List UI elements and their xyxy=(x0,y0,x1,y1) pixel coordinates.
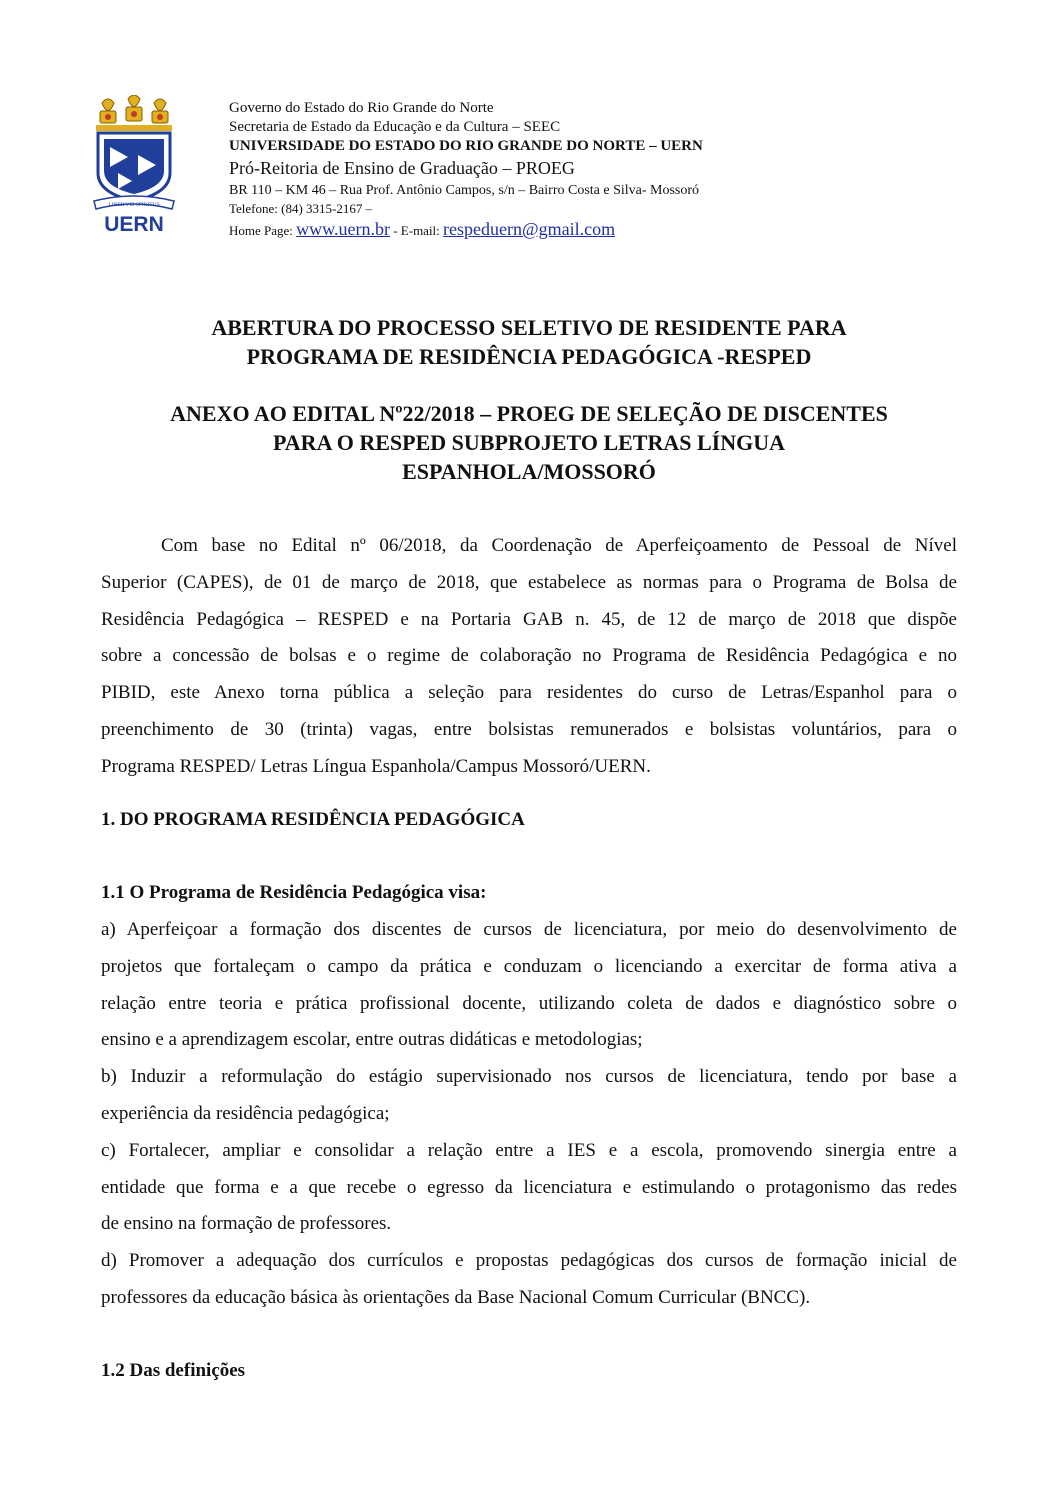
home-page-label: Home Page: xyxy=(229,223,297,238)
section-1-1-heading: 1.1 O Programa de Residência Pedagógica visa: xyxy=(101,882,487,903)
letterhead-secretariat: Secretaria de Estado da Educação e da Cultura – SEEC xyxy=(229,119,561,135)
section-1-2-heading: 1.2 Das definições xyxy=(101,1360,246,1381)
home-page-link[interactable]: www.uern.br xyxy=(296,219,390,239)
letterhead-university: UNIVERSIDADE DO ESTADO DO RIO GRANDE DO NORTE – UERN xyxy=(229,138,703,154)
email-label: - E-mail: xyxy=(389,223,444,238)
letterhead-address: BR 110 – KM 46 – Rua Prof. Antônio Campos, s/n – Bairro Costa e Silva- Mossoró xyxy=(229,183,700,198)
item-line: b) Induzir a reformulação do estágio supervisionado nos cursos de licenciatura, tendo por base a xyxy=(101,1066,957,1088)
intro-paragraph xyxy=(101,528,957,786)
annex-title-line-1: ANEXO AO EDITAL Nº22/2018 – PROEG DE SELEÇÃO DE DISCENTES xyxy=(170,401,888,426)
letterhead-contact xyxy=(229,220,929,242)
item-line: a) Aperfeiçoar a formação dos discentes de cursos de licenciatura, por meio do desenvolvimento de xyxy=(101,919,957,940)
annex-title-line-3: ESPANHOLA/MOSSORÓ xyxy=(402,459,656,484)
main-title xyxy=(100,313,958,371)
item-line: de ensino na formação de professores. xyxy=(101,1213,392,1235)
letterhead-proeg: Pró-Reitoria de Ensino de Graduação – PROEG xyxy=(229,158,575,178)
item-line: d) Promover a adequação dos currículos e propostas pedagógicas dos cursos de formação inicial de xyxy=(101,1250,957,1272)
letterhead-government: Governo do Estado do Rio Grande do Norte xyxy=(229,100,494,116)
section-1-heading: 1. DO PROGRAMA RESIDÊNCIA PEDAGÓGICA xyxy=(101,809,525,830)
email-link[interactable]: respeduern@gmail.com xyxy=(443,219,616,239)
intro-line: PIBID, este Anexo torna pública a seleção para residentes do curso de Letras/Espanhol para o xyxy=(101,682,957,704)
item-line: relação entre teoria e prática profissional docente, utilizando coleta de dados e diagnóstico sobre o xyxy=(101,992,957,1014)
item-line: ensino e a aprendizagem escolar, entre outras didáticas e metodologias; xyxy=(101,1029,643,1051)
svg-text:LIBER VIS SPIRITUS: LIBER VIS SPIRITUS xyxy=(108,202,160,208)
svg-text:UERN: UERN xyxy=(104,213,164,235)
letterhead-phone: Telefone: (84) 3315-2167 – xyxy=(229,201,373,216)
letterhead xyxy=(229,101,929,242)
item-line: professores da educação básica às orientações da Base Nacional Comum Curricular (BNCC). xyxy=(101,1286,811,1308)
annex-title-line-2: PARA O RESPED SUBPROJETO LETRAS LÍNGUA xyxy=(272,430,785,455)
section-1-1-items xyxy=(101,912,957,1317)
main-title-line-2: PROGRAMA DE RESIDÊNCIA PEDAGÓGICA -RESPED xyxy=(246,344,812,369)
item-line: entidade que forma e a que recebe o egresso da licenciatura e estimulando o protagonismo das redes xyxy=(101,1176,957,1198)
uern-crest-icon xyxy=(88,95,180,235)
intro-line: Superior (CAPES), de 01 de março de 2018, que estabelece as normas para o Programa de Bolsa de xyxy=(101,571,957,593)
item-line: projetos que fortaleçam o campo da prática e conduzam o licenciando a exercitar de forma ativa a xyxy=(101,955,957,977)
intro-line: Programa RESPED/ Letras Língua Espanhola/Campus Mossoró/UERN. xyxy=(101,755,651,777)
intro-line: Com base no Edital nº 06/2018, da Coordenação de Aperfeiçoamento de Pessoal de Nível xyxy=(161,535,957,556)
annex-title xyxy=(100,399,958,486)
item-line: c) Fortalecer, ampliar e consolidar a relação entre a IES e a escola, promovendo sinergia entre a xyxy=(101,1139,957,1161)
item-line: experiência da residência pedagógica; xyxy=(101,1102,390,1124)
intro-line: Residência Pedagógica – RESPED e na Portaria GAB n. 45, de 12 de março de 2018 que dispõe xyxy=(101,608,957,630)
main-title-line-1: ABERTURA DO PROCESSO SELETIVO DE RESIDENTE PARA xyxy=(211,315,847,340)
intro-line: preenchimento de 30 (trinta) vagas, entre bolsistas remunerados e bolsistas voluntários, para o xyxy=(101,718,957,740)
intro-line: sobre a concessão de bolsas e o regime de colaboração no Programa de Residência Pedagógica e no xyxy=(101,645,957,667)
